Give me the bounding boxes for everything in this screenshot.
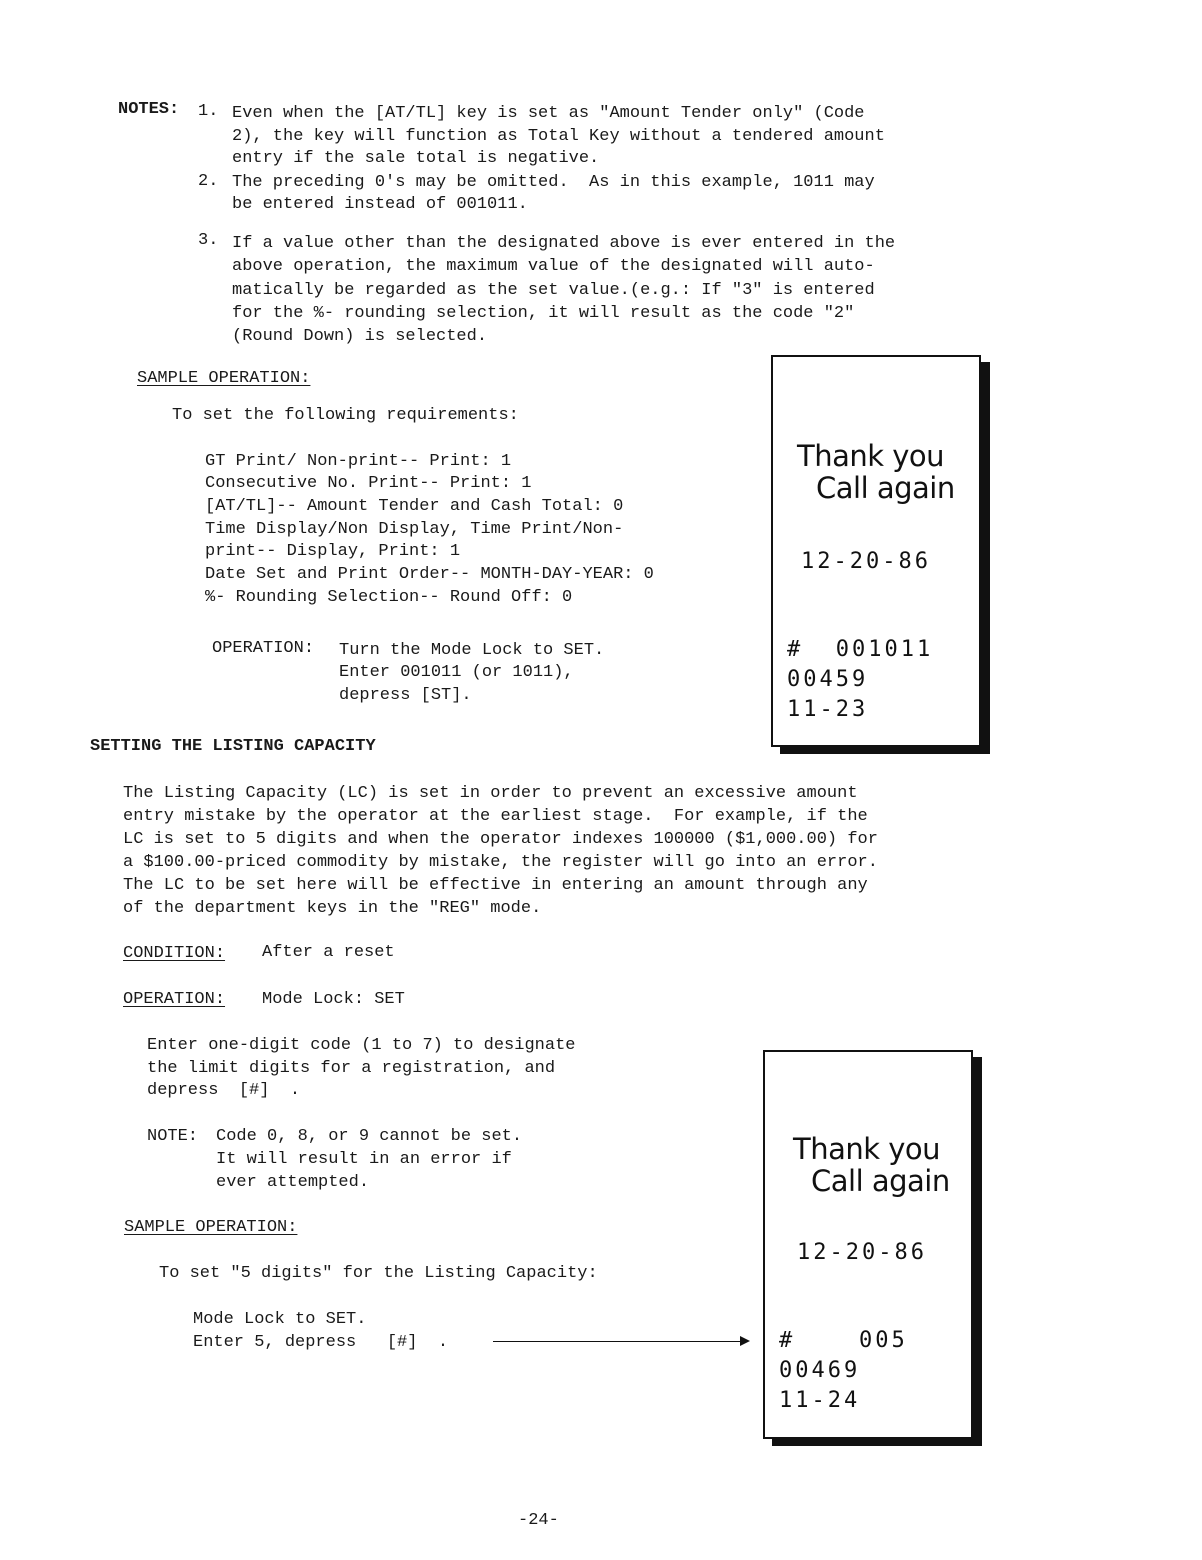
receipt-2: [763, 1050, 973, 1439]
receipt-2-date: 12-20-86: [797, 1240, 927, 1265]
note-3-line-2: above operation, the maximum value of the designated will auto-: [232, 257, 875, 276]
sample-2-line-1: Mode Lock to SET.: [193, 1310, 367, 1329]
note-line-3: ever attempted.: [216, 1173, 370, 1192]
operation-label-2: OPERATION:: [123, 990, 226, 1009]
requirement-line: GT Print/ Non-print-- Print: 1: [205, 452, 512, 471]
receipt-1-code: # 001011: [787, 637, 934, 662]
receipt-2-thanks: Thank you: [793, 1132, 941, 1166]
condition-label: CONDITION:: [123, 944, 226, 963]
note-label: NOTE:: [147, 1127, 199, 1146]
operation-value: Mode Lock: SET: [262, 990, 405, 1009]
requirement-line: Date Set and Print Order-- MONTH-DAY-YEAR: 0: [205, 565, 654, 584]
receipt-1-consecutive-no: 00459: [787, 667, 869, 692]
receipt-1-thanks: Thank you: [797, 439, 945, 473]
receipt-1-date: 12-20-86: [801, 549, 931, 574]
note-3-line-1: If a value other than the designated above is ever entered in the: [232, 234, 896, 253]
note-3-line-4: for the %- rounding selection, it will result as the code "2": [232, 304, 855, 323]
requirement-line: Consecutive No. Print-- Print: 1: [205, 474, 532, 493]
receipt-1: [771, 355, 981, 747]
notes-label: NOTES:: [118, 100, 180, 119]
listing-paragraph-line: of the department keys in the "REG" mode.: [123, 899, 542, 918]
note-1-number: 1.: [198, 102, 219, 121]
requirement-line: Time Display/Non Display, Time Print/Non-: [205, 520, 624, 539]
condition-value: After a reset: [262, 943, 395, 962]
sample-operation-heading-2: SAMPLE OPERATION:: [124, 1218, 298, 1237]
note-3-line-5: (Round Down) is selected.: [232, 327, 488, 346]
note-3-number: 3.: [198, 231, 219, 250]
operation-1-line-2: Enter 001011 (or 1011),: [339, 663, 574, 682]
sample-2-intro: To set "5 digits" for the Listing Capacity:: [159, 1264, 598, 1283]
receipt-1-time: 11-23: [787, 697, 869, 722]
operation-1-line-3: depress [ST].: [339, 686, 472, 705]
note-2-line-1: The preceding 0's may be omitted. As in this example, 1011 may: [232, 173, 875, 192]
sample-1-intro: To set the following requirements:: [172, 406, 519, 425]
listing-paragraph-line: The LC to be set here will be effective in entering an amount through any: [123, 876, 868, 895]
requirement-line: %- Rounding Selection-- Round Off: 0: [205, 588, 573, 607]
listing-capacity-heading: SETTING THE LISTING CAPACITY: [90, 737, 376, 756]
receipt-1-call-again: Call again: [816, 471, 955, 505]
note-3-line-3: matically be regarded as the set value.(e.g.: If "3" is entered: [232, 281, 875, 300]
enter-code-line-3: depress [#] .: [147, 1081, 301, 1100]
note-1-line-2: 2), the key will function as Total Key without a tendered amount: [232, 127, 885, 146]
note-1-line-3: entry if the sale total is negative.: [232, 149, 600, 168]
arrow-line: [493, 1341, 741, 1342]
sample-2-line-2: Enter 5, depress [#] .: [193, 1333, 449, 1352]
note-2-line-2: be entered instead of 001011.: [232, 195, 528, 214]
receipt-2-code: 005: [859, 1328, 908, 1353]
page-number: -24-: [518, 1511, 559, 1530]
listing-paragraph-line: The Listing Capacity (LC) is set in order to prevent an excessive amount: [123, 784, 858, 803]
listing-paragraph-line: LC is set to 5 digits and when the operator indexes 100000 ($1,000.00) for: [123, 830, 878, 849]
note-line-2: It will result in an error if: [216, 1150, 512, 1169]
receipt-2-call-again: Call again: [811, 1164, 950, 1198]
listing-paragraph-line: a $100.00-priced commodity by mistake, the register will go into an error.: [123, 853, 878, 872]
enter-code-line-1: Enter one-digit code (1 to 7) to designate: [147, 1036, 576, 1055]
operation-label-1: OPERATION:: [212, 639, 315, 658]
requirement-line: [AT/TL]-- Amount Tender and Cash Total: 0: [205, 497, 624, 516]
sample-operation-heading-1: SAMPLE OPERATION:: [137, 369, 311, 388]
receipt-2-time: 11-24: [779, 1388, 861, 1413]
note-1-line-1: Even when the [AT/TL] key is set as "Amount Tender only" (Code: [232, 104, 865, 123]
arrow-right-icon: [740, 1336, 750, 1346]
listing-paragraph-line: entry mistake by the operator at the earliest stage. For example, if the: [123, 807, 868, 826]
enter-code-line-2: the limit digits for a registration, and: [147, 1059, 556, 1078]
receipt-2-consecutive-no: 00469: [779, 1358, 861, 1383]
note-line-1: Code 0, 8, or 9 cannot be set.: [216, 1127, 523, 1146]
requirement-line: print-- Display, Print: 1: [205, 542, 461, 561]
note-2-number: 2.: [198, 172, 219, 191]
receipt-2-hash: #: [779, 1328, 796, 1353]
operation-1-line-1: Turn the Mode Lock to SET.: [339, 641, 605, 660]
